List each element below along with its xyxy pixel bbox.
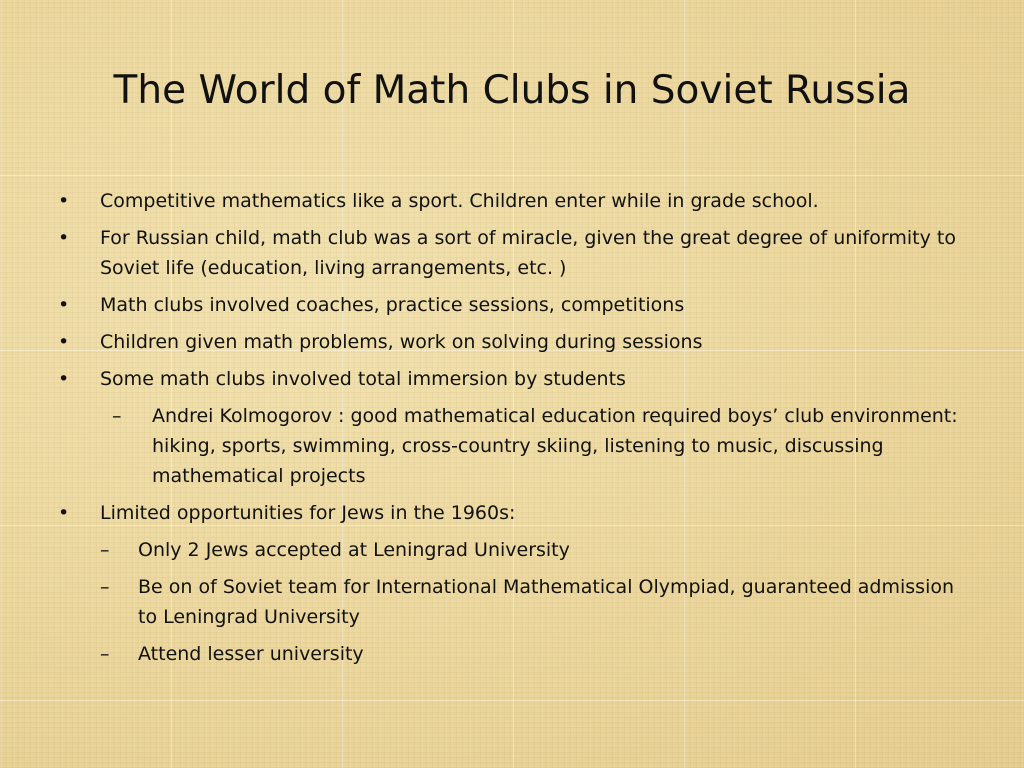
bullet-marker: • bbox=[58, 331, 70, 353]
bullet-item bbox=[58, 498, 958, 528]
bullet-text: Math clubs involved coaches, practice sessions, competitions bbox=[100, 294, 685, 316]
sub-bullet-item bbox=[58, 639, 958, 669]
bullet-text: Competitive mathematics like a sport. Children enter while in grade school. bbox=[100, 190, 819, 212]
bullet-text: Limited opportunities for Jews in the 1960s: bbox=[100, 502, 516, 524]
slide-title: The World of Math Clubs in Soviet Russia bbox=[113, 68, 911, 113]
background-texture-seam bbox=[0, 175, 1024, 176]
bullet-item bbox=[58, 223, 958, 283]
sub-bullet-item bbox=[58, 401, 958, 491]
bullet-marker: • bbox=[58, 368, 70, 390]
bullet-text: Some math clubs involved total immersion by students bbox=[100, 368, 626, 390]
bullet-item bbox=[58, 186, 958, 216]
dash-marker: – bbox=[100, 576, 110, 598]
bullet-item bbox=[58, 327, 958, 357]
bullet-marker: • bbox=[58, 294, 70, 316]
sub-bullet-item bbox=[58, 572, 958, 632]
sub-bullet-text: Andrei Kolmogorov : good mathematical education required boys’ club environment: hiking, sports, swimming, cross-country skiing, listening to music, discussing mathematical projects bbox=[152, 405, 958, 487]
bullet-item bbox=[58, 364, 958, 394]
dash-marker: – bbox=[112, 405, 122, 427]
bullet-text: Children given math problems, work on solving during sessions bbox=[100, 331, 703, 353]
background-texture-seam bbox=[0, 700, 1024, 701]
bullet-text: For Russian child, math club was a sort of miracle, given the great degree of uniformity to Soviet life (education, living arrangements, etc. ) bbox=[100, 227, 956, 279]
bullet-marker: • bbox=[58, 502, 70, 524]
sub-bullet-item bbox=[58, 535, 958, 565]
bullet-marker: • bbox=[58, 227, 70, 249]
sub-bullet-text: Only 2 Jews accepted at Leningrad University bbox=[138, 539, 570, 561]
bullet-marker: • bbox=[58, 190, 70, 212]
bullet-list bbox=[58, 186, 958, 676]
dash-marker: – bbox=[100, 539, 110, 561]
bullet-item bbox=[58, 290, 958, 320]
dash-marker: – bbox=[100, 643, 110, 665]
sub-bullet-text: Be on of Soviet team for International Mathematical Olympiad, guaranteed admission to Leningrad University bbox=[138, 576, 955, 628]
sub-bullet-text: Attend lesser university bbox=[138, 643, 364, 665]
